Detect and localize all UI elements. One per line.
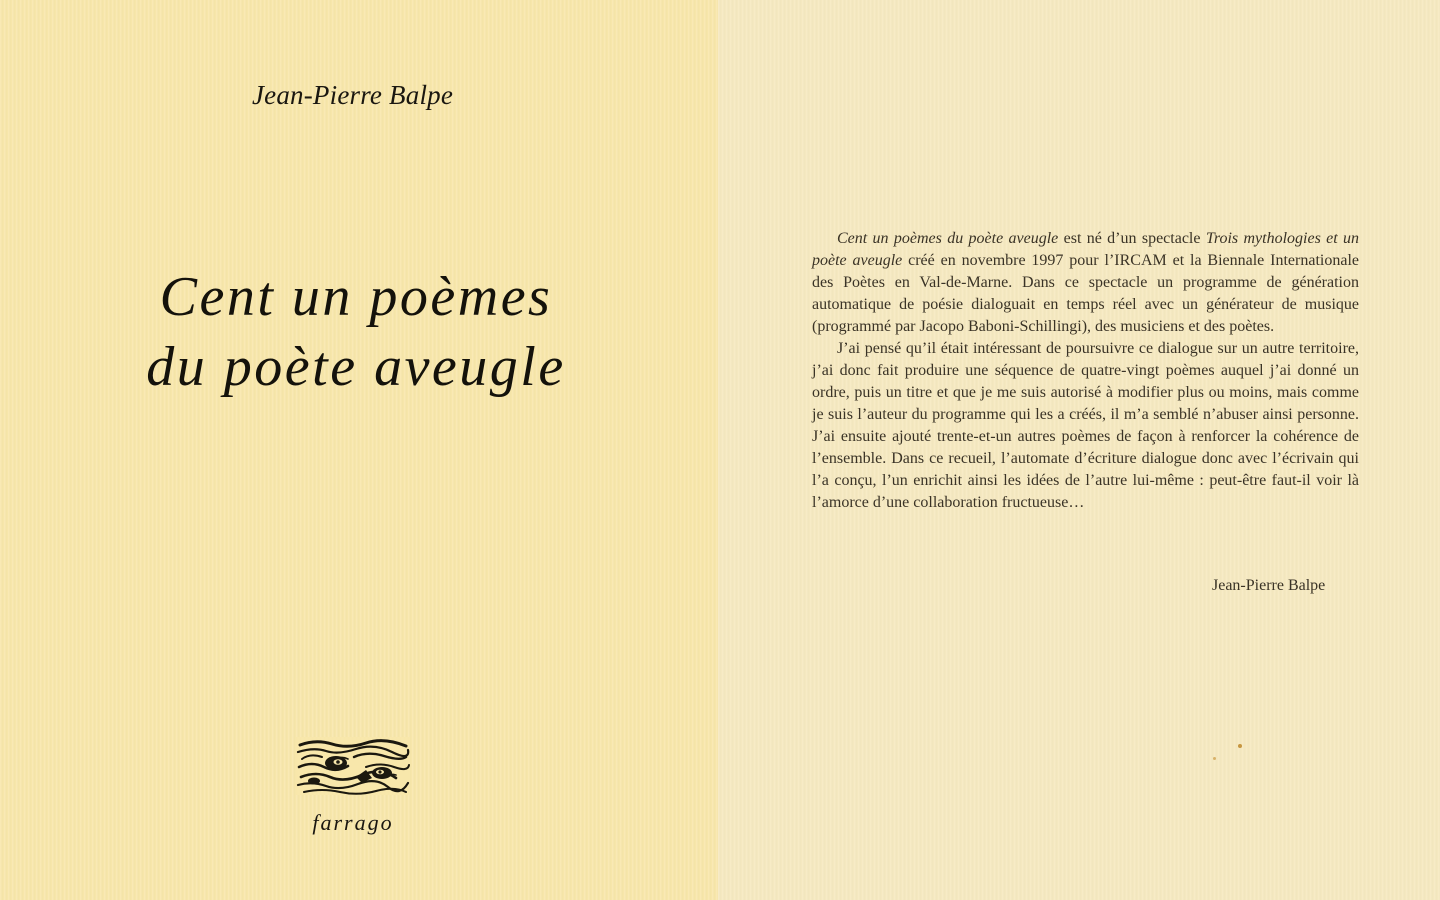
farrago-vignette-icon [296,737,410,795]
blurb-paragraph-2: J’ai pensé qu’il était intéressant de poursuivre ce dialogue sur un autre territoire, j’ai donc fait produire une séquence de quatre-vingt poèmes auquel j’ai donné un ordre, puis un titre et que je me suis autorisé à modifier plus ou moins, mais comme je suis l’auteur du programme qui les a créés, il m’a semblé n’abuser ainsi personne. J’ai ensuite ajouté trente-et-un autres poèmes de façon à renforcer la cohérence de l’ensemble. Dans ce recueil, l’automate d’écriture dialogue donc avec l’écrivain qui l’a conçu, l’un enrichit ainsi les idées de l’autre lui-même : peut-être faut-il voir là l’amorce d’une collaboration fructueuse… [812,340,1359,511]
back-cover-blurb [812,228,1359,514]
blurb-text-segment: est né d’un spectacle [1058,230,1206,247]
book-title [0,262,712,402]
blurb-text-segment: créé en novembre 1997 pour l’IRCAM et la Biennale Internationale des Poètes en Val-de-Marne. Dans ce spectacle un programme de génération automatique de poésie dialoguait en temps réel avec un générateur de musique (programmé par Jacopo Baboni-Schillingi), des musiciens et des poètes. [812,252,1359,335]
blurb-show-title: Trois mythologies et un poète aveugle [812,230,1360,269]
blurb-signature: Jean-Pierre Balpe [1212,577,1326,594]
book-title-line-1: Cent un poèmes [159,266,553,328]
blurb-paragraph-1 [812,228,1359,338]
paper-speck [1213,757,1216,760]
book-title-line-2: du poète aveugle [146,336,566,398]
paper-speck [1238,744,1242,748]
blurb-book-title: Cent un poèmes du poète aveugle [837,230,1059,247]
front-cover [0,0,718,900]
author-name: Jean-Pierre Balpe [251,80,454,110]
back-cover [718,0,1440,900]
publisher-name: farrago [312,810,394,835]
